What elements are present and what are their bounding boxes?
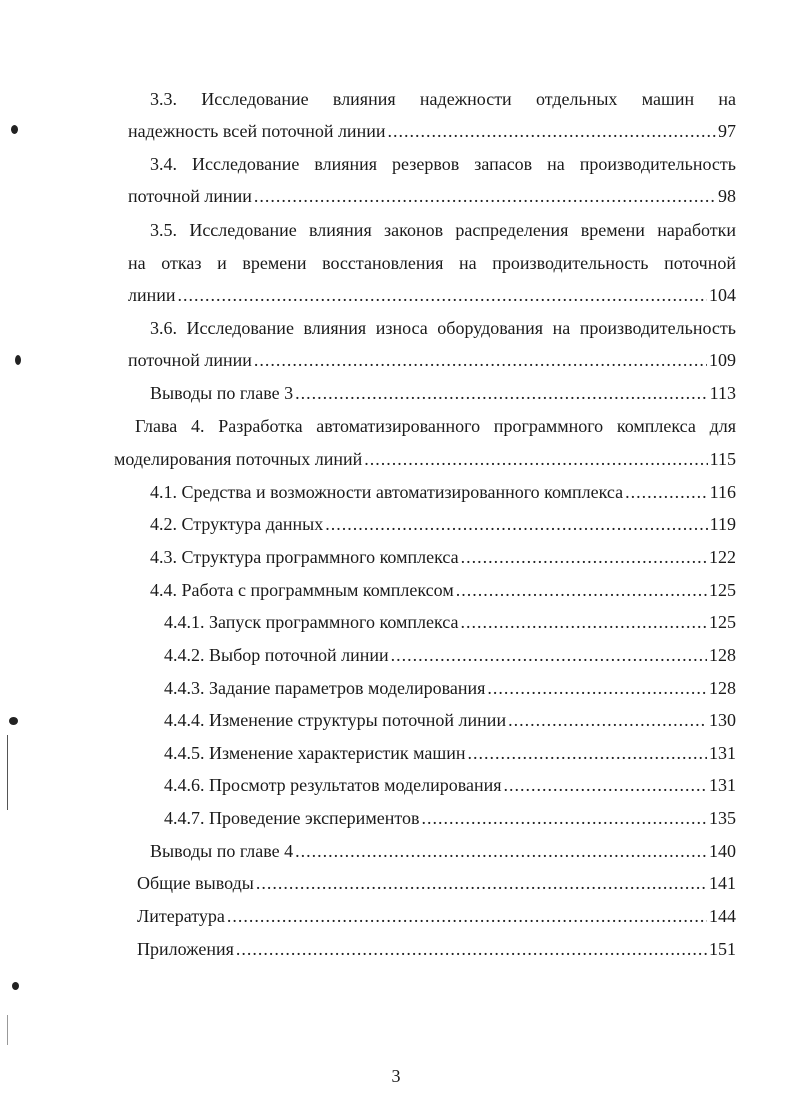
- toc-page-number: 119: [709, 514, 736, 534]
- page-number: 3: [391, 1066, 401, 1086]
- toc-entry-literature: [137, 904, 736, 928]
- toc-entry-4-4-7: [164, 806, 736, 830]
- toc-entry-text: поточной линии: [128, 350, 252, 370]
- toc-page-number: 130: [709, 710, 736, 730]
- binding-hole-mark: [11, 125, 18, 134]
- toc-entry-text: 4.4.1. Запуск программного комплекса: [164, 612, 459, 632]
- toc-entry-text: 4.4.4. Изменение структуры поточной линии: [164, 710, 507, 730]
- toc-entry-text: линии: [128, 285, 176, 305]
- scan-edge-line: [7, 735, 8, 810]
- toc-page-number: 128: [709, 645, 736, 665]
- toc-entry-general-conclusions: [137, 871, 736, 895]
- dot-leader: [254, 184, 716, 208]
- toc-entry-4-4: [150, 578, 736, 602]
- toc-entry-text: Литература: [137, 906, 225, 926]
- toc-page-number: 131: [709, 775, 736, 795]
- dot-leader: [456, 578, 707, 602]
- toc-entry-text: 4.4.6. Просмотр результатов моделирования: [164, 775, 502, 795]
- toc-entry-text: 4.2. Структура данных: [150, 514, 324, 534]
- toc-entry-4-4-5: [164, 741, 736, 765]
- toc-page-number: 125: [709, 580, 736, 600]
- toc-entry-text: 4.4.2. Выбор поточной линии: [164, 645, 389, 665]
- toc-page-number: 151: [709, 939, 736, 959]
- toc-page-number: 141: [709, 873, 736, 893]
- toc-entry-text: Выводы по главе 4: [150, 841, 294, 861]
- binding-hole-mark: [12, 982, 19, 990]
- dot-leader: [254, 348, 707, 372]
- toc-entry-4-1: [150, 480, 736, 504]
- toc-entry-conclusions-4: [150, 839, 736, 863]
- toc-page-number: 128: [709, 678, 736, 698]
- toc-entry-text: 4.4.3. Задание параметров моделирования: [164, 678, 486, 698]
- toc-page-number: 109: [709, 350, 736, 370]
- toc-page-number: 125: [709, 612, 736, 632]
- dot-leader: [467, 741, 707, 765]
- dot-leader: [178, 283, 707, 307]
- dot-leader: [421, 806, 707, 830]
- toc-entry-text: на отказ и времени восстановления на производительность поточной: [128, 253, 736, 273]
- toc-entry-text: Общие выводы: [137, 873, 254, 893]
- scan-edge-line: [7, 1015, 8, 1045]
- binding-hole-mark: [15, 355, 21, 365]
- toc-entry-text: поточной линии: [128, 186, 252, 206]
- toc-entry-text: 3.5. Исследование влияния законов распределения времени наработки: [150, 220, 736, 240]
- dot-leader: [227, 904, 707, 928]
- toc-entry-4-2: [150, 512, 736, 536]
- toc-entry-4-4-3: [164, 676, 736, 700]
- toc-page-number: 113: [709, 383, 736, 403]
- dot-leader: [391, 643, 707, 667]
- toc-entry-text: 3.4. Исследование влияния резервов запасов на производительность: [150, 154, 736, 174]
- dot-leader: [487, 676, 707, 700]
- toc-entry-text: 4.3. Структура программного комплекса: [150, 547, 459, 567]
- toc-entry-text: 3.3. Исследование влияния надежности отдельных машин на: [150, 89, 736, 109]
- toc-page-number: 98: [718, 186, 736, 206]
- dot-leader: [625, 480, 708, 504]
- toc-entry-4-4-1: [164, 610, 736, 634]
- dot-leader: [236, 937, 707, 961]
- toc-page-number: 135: [709, 808, 736, 828]
- toc-page-number: 122: [709, 547, 736, 567]
- toc-entry-text: 4.4.5. Изменение характеристик машин: [164, 743, 466, 763]
- dot-leader: [295, 381, 707, 405]
- dot-leader: [295, 839, 707, 863]
- toc-entry-4-4-2: [164, 643, 736, 667]
- toc-page-number: 140: [709, 841, 736, 861]
- toc-entry-4-3: [150, 545, 736, 569]
- toc-entry-text: Глава 4. Разработка автоматизированного программного комплекса для: [135, 416, 736, 436]
- binding-hole-mark: [9, 717, 18, 725]
- dot-leader: [504, 773, 708, 797]
- toc-entry-text: 4.4. Работа с программным комплексом: [150, 580, 454, 600]
- dot-leader: [256, 871, 707, 895]
- toc-entry-appendices: [137, 937, 736, 961]
- toc-entry-4-4-4: [164, 708, 736, 732]
- dot-leader: [325, 512, 707, 536]
- dot-leader: [364, 447, 707, 471]
- dot-leader: [460, 610, 707, 634]
- toc-page-number: 97: [718, 121, 736, 141]
- toc-page-number: 104: [709, 285, 736, 305]
- toc-entry-4-4-6: [164, 773, 736, 797]
- toc-page-number: 115: [709, 449, 736, 469]
- toc-entry-text: Выводы по главе 3: [150, 383, 294, 403]
- toc-page-number: 116: [709, 482, 736, 502]
- dot-leader: [461, 545, 707, 569]
- toc-page-number: 144: [709, 906, 736, 926]
- dot-leader: [387, 119, 716, 143]
- toc-entry-text: Приложения: [137, 939, 234, 959]
- toc-entry-text: 4.4.7. Проведение экспериментов: [164, 808, 420, 828]
- dot-leader: [508, 708, 707, 732]
- toc-entry-text: надежность всей поточной линии: [128, 121, 386, 141]
- toc-entry-text: моделирования поточных линий: [114, 449, 363, 469]
- toc-page-number: 131: [709, 743, 736, 763]
- toc-entry-text: 4.1. Средства и возможности автоматизированного комплекса: [150, 482, 624, 502]
- toc-entry-text: 3.6. Исследование влияния износа оборудования на производительность: [150, 318, 736, 338]
- toc-entry-conclusions-3: [150, 381, 736, 405]
